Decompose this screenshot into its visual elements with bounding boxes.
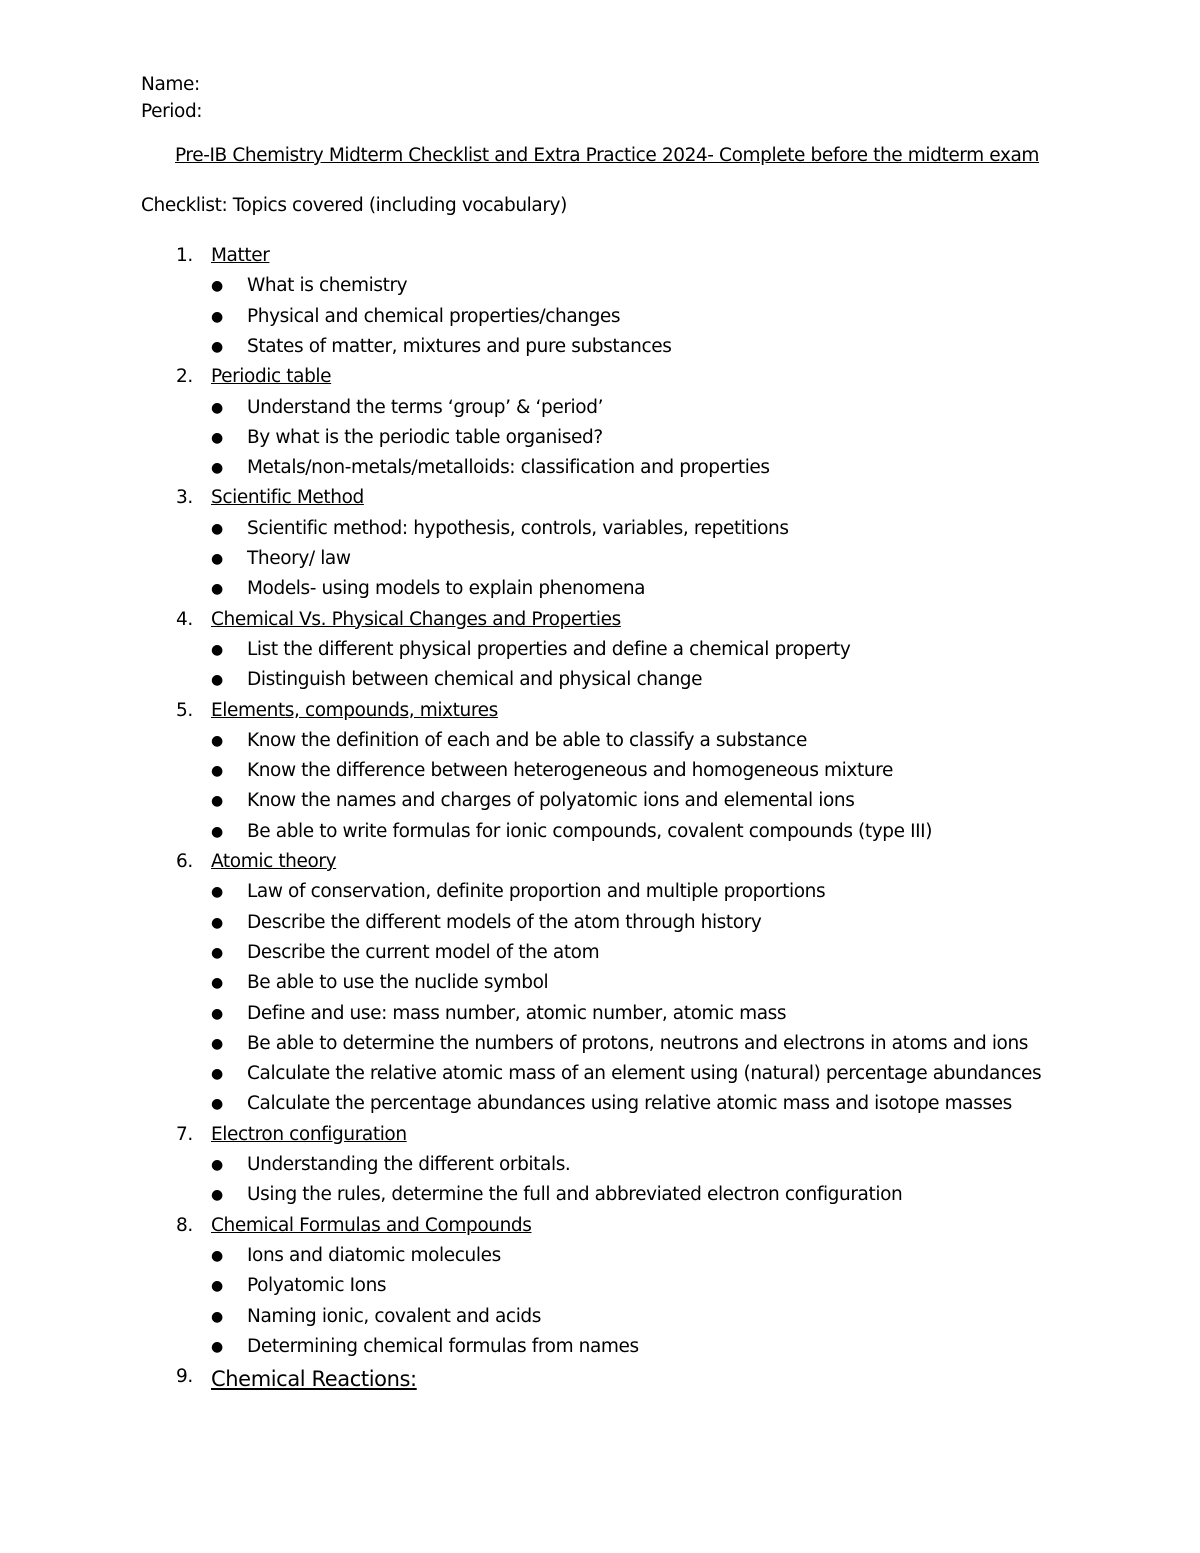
bullet-icon: ● <box>211 914 223 931</box>
section-number: 1. <box>176 245 193 266</box>
section-heading: Matter <box>211 245 270 266</box>
bullet-icon: ● <box>211 429 223 446</box>
checklist-item: Using the rules, determine the full and abbreviated electron configuration <box>247 1184 903 1206</box>
bullet-icon: ● <box>211 732 223 749</box>
bullet-icon: ● <box>211 823 223 840</box>
section-number: 5. <box>176 699 193 721</box>
checklist-intro: Checklist: Topics covered (including vocabulary) <box>141 195 567 216</box>
checklist-item: Scientific method: hypothesis, controls, variables, repetitions <box>247 517 789 539</box>
bullet-icon: ● <box>211 1187 223 1204</box>
bullet-icon: ● <box>211 338 223 355</box>
bullet-icon: ● <box>211 975 223 992</box>
section-heading: Atomic theory <box>211 851 337 872</box>
checklist-item: By what is the periodic table organised? <box>247 426 603 448</box>
bullet-icon: ● <box>211 641 223 658</box>
section-number: 3. <box>176 487 193 509</box>
bullet-icon: ● <box>211 884 223 901</box>
checklist-item: Ions and diatomic molecules <box>247 1244 501 1266</box>
section-number: 9. <box>176 1366 193 1388</box>
bullet-icon: ● <box>211 1035 223 1052</box>
bullet-icon: ● <box>211 520 223 537</box>
bullet-icon: ● <box>211 551 223 567</box>
bullet-icon: ● <box>211 1308 223 1325</box>
checklist-item: Know the names and charges of polyatomic ions and elemental ions <box>247 790 855 812</box>
checklist-item: Know the difference between heterogeneous and homogeneous mixture <box>247 760 893 782</box>
checklist-item: List the different physical properties and define a chemical property <box>247 638 851 660</box>
checklist-item: Distinguish between chemical and physical change <box>247 669 703 691</box>
section-heading: Periodic table <box>211 366 332 388</box>
bullet-icon: ● <box>211 763 223 780</box>
section-heading: Elements, compounds, mixtures <box>211 699 498 721</box>
name-label: Name: <box>141 74 200 95</box>
bullet-icon: ● <box>211 1157 223 1173</box>
bullet-icon: ● <box>211 944 223 961</box>
section-number: 7. <box>176 1123 193 1145</box>
bullet-icon: ● <box>211 399 223 416</box>
checklist-item: Know the definition of each and be able to classify a substance <box>247 729 807 751</box>
bullet-icon: ● <box>211 793 223 810</box>
checklist-item: Theory/ law <box>247 548 351 569</box>
checklist-item: Law of conservation, definite proportion and multiple proportions <box>247 881 826 903</box>
document-title: Pre-IB Chemistry Midterm Checklist and Extra Practice 2024- Complete before the midterm exam <box>175 145 1040 166</box>
section-number: 8. <box>176 1214 193 1236</box>
section-number: 2. <box>176 366 193 388</box>
checklist-item: Naming ionic, covalent and acids <box>247 1305 542 1327</box>
section-number: 4. <box>176 608 193 630</box>
bullet-icon: ● <box>211 581 223 598</box>
checklist-item: Describe the different models of the atom through history <box>247 911 762 933</box>
bullet-icon: ● <box>211 1278 223 1295</box>
bullet-icon: ● <box>211 308 223 325</box>
bullet-icon: ● <box>211 672 223 689</box>
checklist-item: Calculate the percentage abundances using relative atomic mass and isotope masses <box>247 1093 1012 1115</box>
period-label: Period: <box>141 101 203 122</box>
section-heading: Electron configuration <box>211 1123 407 1145</box>
bullet-icon: ● <box>211 1005 223 1022</box>
checklist-item: Describe the current model of the atom <box>247 941 600 963</box>
checklist-item: States of matter, mixtures and pure substances <box>247 335 672 357</box>
checklist-item: Physical and chemical properties/changes <box>247 305 621 327</box>
section-heading: Chemical Vs. Physical Changes and Properties <box>211 608 621 630</box>
checklist-item: Determining chemical formulas from names <box>247 1335 639 1357</box>
checklist-item: Models- using models to explain phenomena <box>247 578 646 600</box>
section-number: 6. <box>176 851 193 872</box>
checklist-item: Be able to determine the numbers of protons, neutrons and electrons in atoms and ions <box>247 1032 1029 1054</box>
bullet-icon: ● <box>211 460 223 477</box>
bullet-icon: ● <box>211 1247 223 1264</box>
checklist-item: Metals/non-metals/metalloids: classification and properties <box>247 457 770 479</box>
section-heading: Chemical Reactions: <box>211 1367 417 1392</box>
checklist-item: Be able to write formulas for ionic compounds, covalent compounds (type III) <box>247 820 933 842</box>
bullet-icon: ● <box>211 1066 223 1083</box>
checklist-item: Understand the terms ‘group’ & ‘period’ <box>247 396 604 418</box>
bullet-icon: ● <box>211 1096 223 1113</box>
section-heading: Chemical Formulas and Compounds <box>211 1214 532 1236</box>
checklist-item: Understanding the different orbitals. <box>247 1154 571 1175</box>
checklist-item: What is chemistry <box>247 275 408 297</box>
bullet-icon: ● <box>211 278 223 295</box>
checklist-item: Polyatomic Ions <box>247 1275 387 1297</box>
bullet-icon: ● <box>211 1338 223 1355</box>
section-heading: Scientific Method <box>211 487 364 509</box>
checklist-item: Calculate the relative atomic mass of an element using (natural) percentage abundances <box>247 1063 1042 1085</box>
checklist-item: Be able to use the nuclide symbol <box>247 972 549 994</box>
checklist-item: Define and use: mass number, atomic number, atomic mass <box>247 1002 787 1024</box>
